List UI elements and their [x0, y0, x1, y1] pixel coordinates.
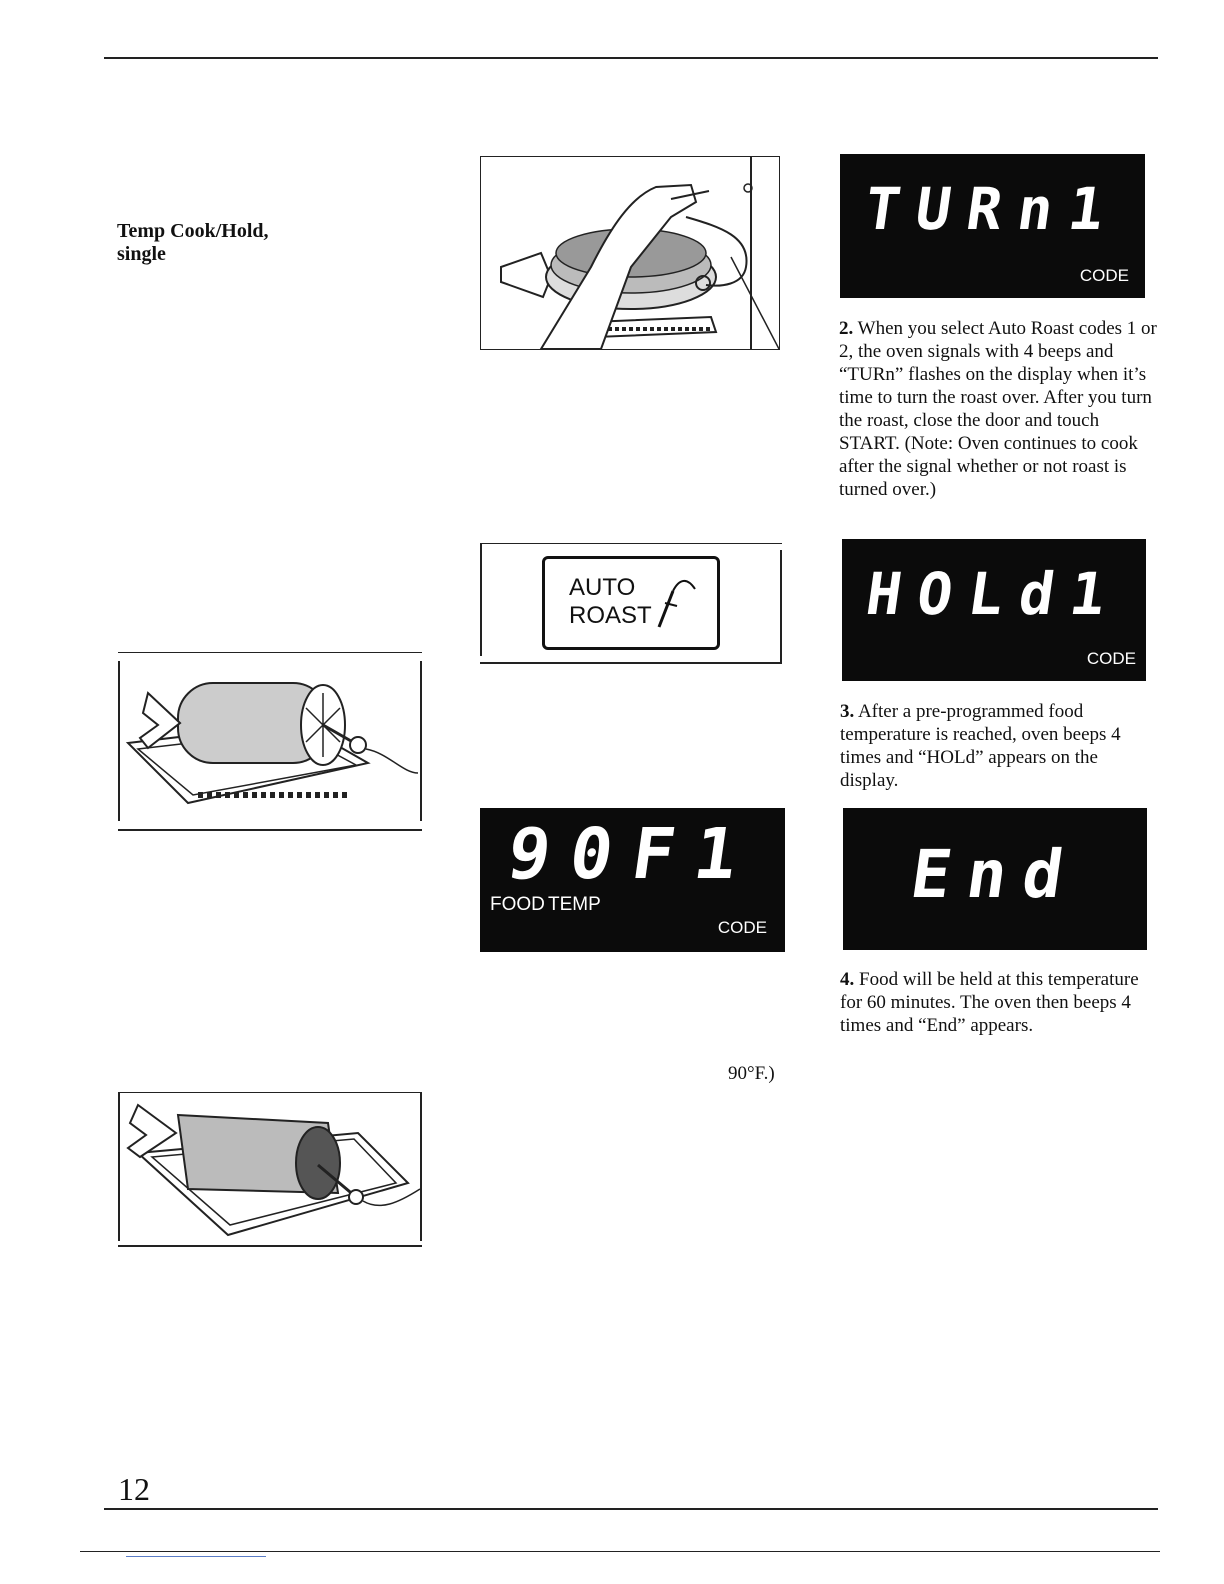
auto-roast-figure: [480, 543, 782, 664]
step-4: [840, 968, 1140, 1037]
display-end-segments: End: [906, 836, 1085, 913]
display-food-label: FOOD: [490, 894, 545, 915]
display-hold-code: CODE: [1086, 649, 1136, 668]
display-food-temp-segments: 90F1: [502, 813, 763, 895]
display-turn-segments: TURn1: [860, 175, 1125, 243]
step-2: [839, 317, 1159, 501]
section-heading: Temp Cook/Hold, single: [117, 220, 269, 265]
top-rule: [104, 57, 1158, 59]
display-food-temp-code: CODE: [717, 918, 767, 937]
roast-dish-illustration: [118, 1092, 422, 1247]
display-end: [843, 808, 1147, 950]
step-2-text: When you select Auto Roast codes 1 or 2, the oven signals with 4 beeps and “TURn” flashes on the display when it’s time to turn the roast over. After you turn the roast, close the door and touch START. (Note: Oven continues to cook after the signal whether or not roast is turned over.): [839, 318, 1157, 500]
step-3-text: After a pre-programmed food temperature is reached, oven beeps 4 times and “HOLd” appears on the display.: [840, 701, 1121, 791]
auto-roast-line2: ROAST: [569, 602, 652, 629]
bottom-rule: [104, 1508, 1158, 1510]
roast-rack-illustration: [118, 652, 422, 831]
display-turn-code: CODE: [1079, 266, 1129, 285]
auto-roast-button[interactable]: [542, 556, 720, 650]
footer-link-underline: [126, 1556, 266, 1557]
display-turn: [840, 154, 1145, 298]
probe-insert-illustration: [480, 156, 780, 350]
footer-rule: [80, 1551, 1160, 1552]
step-4-number: 4.: [840, 969, 855, 990]
display-food-temp: [480, 808, 785, 952]
step-2-number: 2.: [839, 318, 854, 339]
auto-roast-line1: AUTO: [569, 574, 636, 601]
probe-icon: [651, 573, 707, 633]
display-temp-label: TEMP: [548, 894, 601, 915]
fragment-note: 90°F.): [728, 1063, 775, 1084]
step-3: [840, 700, 1160, 792]
display-hold-segments: HOLd1: [861, 560, 1127, 628]
display-hold: [842, 539, 1146, 681]
page-number: 12: [118, 1471, 150, 1507]
step-3-number: 3.: [840, 701, 855, 722]
step-4-text: Food will be held at this temperature for 60 minutes. The oven then beeps 4 times and “End” appears.: [840, 969, 1139, 1036]
